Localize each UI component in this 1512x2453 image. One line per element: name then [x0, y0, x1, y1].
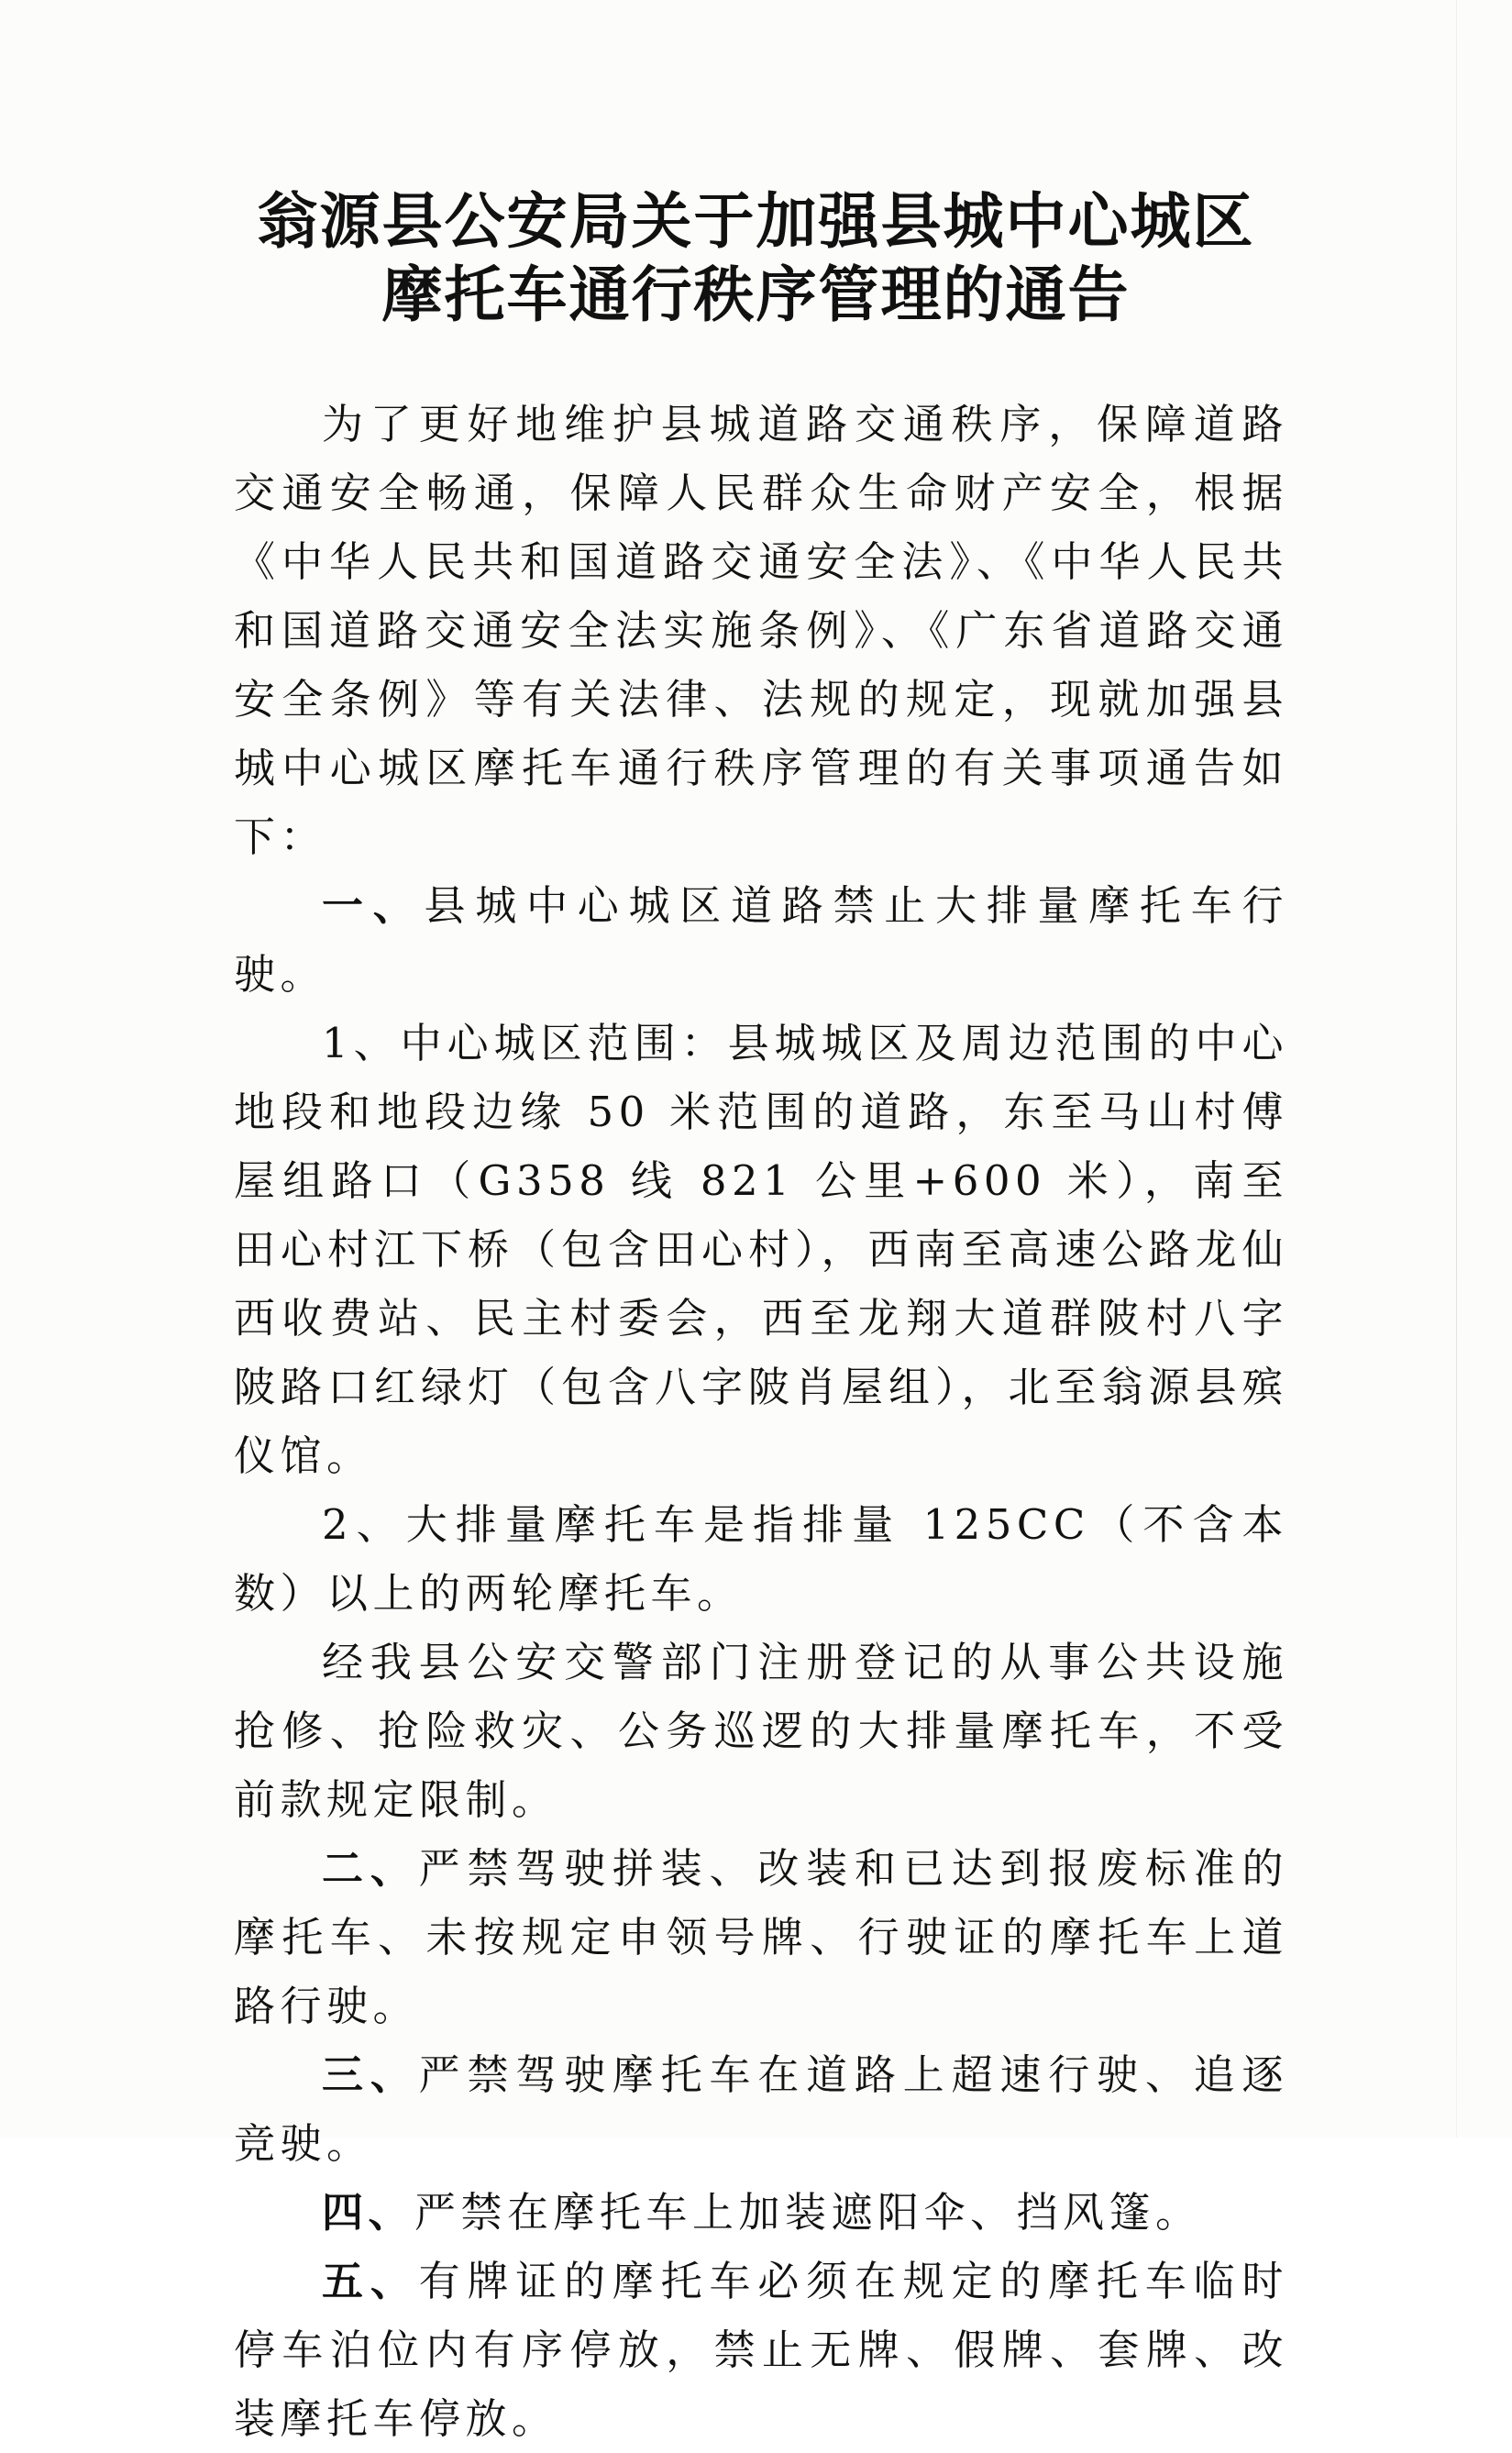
intro-text: 为了更好地维护县城道路交通秩序，保障道路交通安全畅通，保障人民群众生命财产安全，根据《中华人民共和国道路交通安全法》、《中华人民共和国道路交通安全法实施条例》、《广东省道路交通安全条例》等有关法律、法规的规定，现就加强县城中心城区摩托车通行秩序管理的有关事项通告如下： [234, 400, 1288, 861]
section-5-paragraph [234, 2247, 1288, 2453]
exemption-text: 经我县公安交警部门注册登记的从事公共设施抢修、抢险救灾、公务巡逻的大排量摩托车，不受前款规定限制。 [234, 1638, 1288, 1824]
clause-1-paragraph [234, 1009, 1288, 1490]
section-1-number: 一、 [322, 881, 425, 930]
section-2-number: 二、 [322, 1844, 419, 1893]
section-5-text: 有牌证的摩托车必须在规定的摩托车临时停车泊位内有序停放，禁止无牌、假牌、套牌、改装摩托车停放。 [234, 2257, 1288, 2443]
clause-2-text: 2、大排量摩托车是指排量 125CC（不含本数）以上的两轮摩托车。 [234, 1500, 1288, 1618]
section-1-text: 县城中心城区道路禁止大排量摩托车行驶。 [234, 881, 1288, 999]
section-2-text: 严禁驾驶拼装、改装和已达到报废标准的摩托车、未按规定申领号牌、行驶证的摩托车上道路行驶。 [234, 1844, 1288, 2030]
clause-1-text: 1、中心城区范围：县城城区及周边范围的中心地段和地段边缘 50 米范围的道路，东至马山村傅屋组路口（G358 线 821 公里+600 米），南至田心村江下桥（包含田心村），西南至高速公路龙仙西收费站、民主村委会，西至龙翔大道群陂村八字陂路口红绿灯（包含八字陂肖屋组），北至翁源县殡仪馆。 [234, 1019, 1288, 1480]
section-3-number: 三、 [322, 2050, 419, 2099]
notice-title-line-1: 翁源县公安局关于加强县城中心城区 [257, 185, 1255, 257]
section-4-paragraph [234, 2178, 1288, 2247]
section-2-paragraph [234, 1834, 1288, 2040]
notice-body [234, 390, 1288, 2453]
notice-title-line-2: 摩托车通行秩序管理的通告 [381, 259, 1131, 330]
section-4-number: 四、 [322, 2188, 415, 2237]
exemption-paragraph [234, 1628, 1288, 1834]
section-4-text: 严禁在摩托车上加装遮阳伞、挡风篷。 [414, 2188, 1202, 2237]
section-5-number: 五、 [322, 2257, 419, 2305]
clause-2-paragraph [234, 1490, 1288, 1628]
section-3-text: 严禁驾驶摩托车在道路上超速行驶、追逐竞驶。 [234, 2050, 1288, 2168]
intro-paragraph [234, 390, 1288, 871]
section-3-paragraph [234, 2040, 1288, 2178]
section-1-heading [234, 871, 1288, 1009]
